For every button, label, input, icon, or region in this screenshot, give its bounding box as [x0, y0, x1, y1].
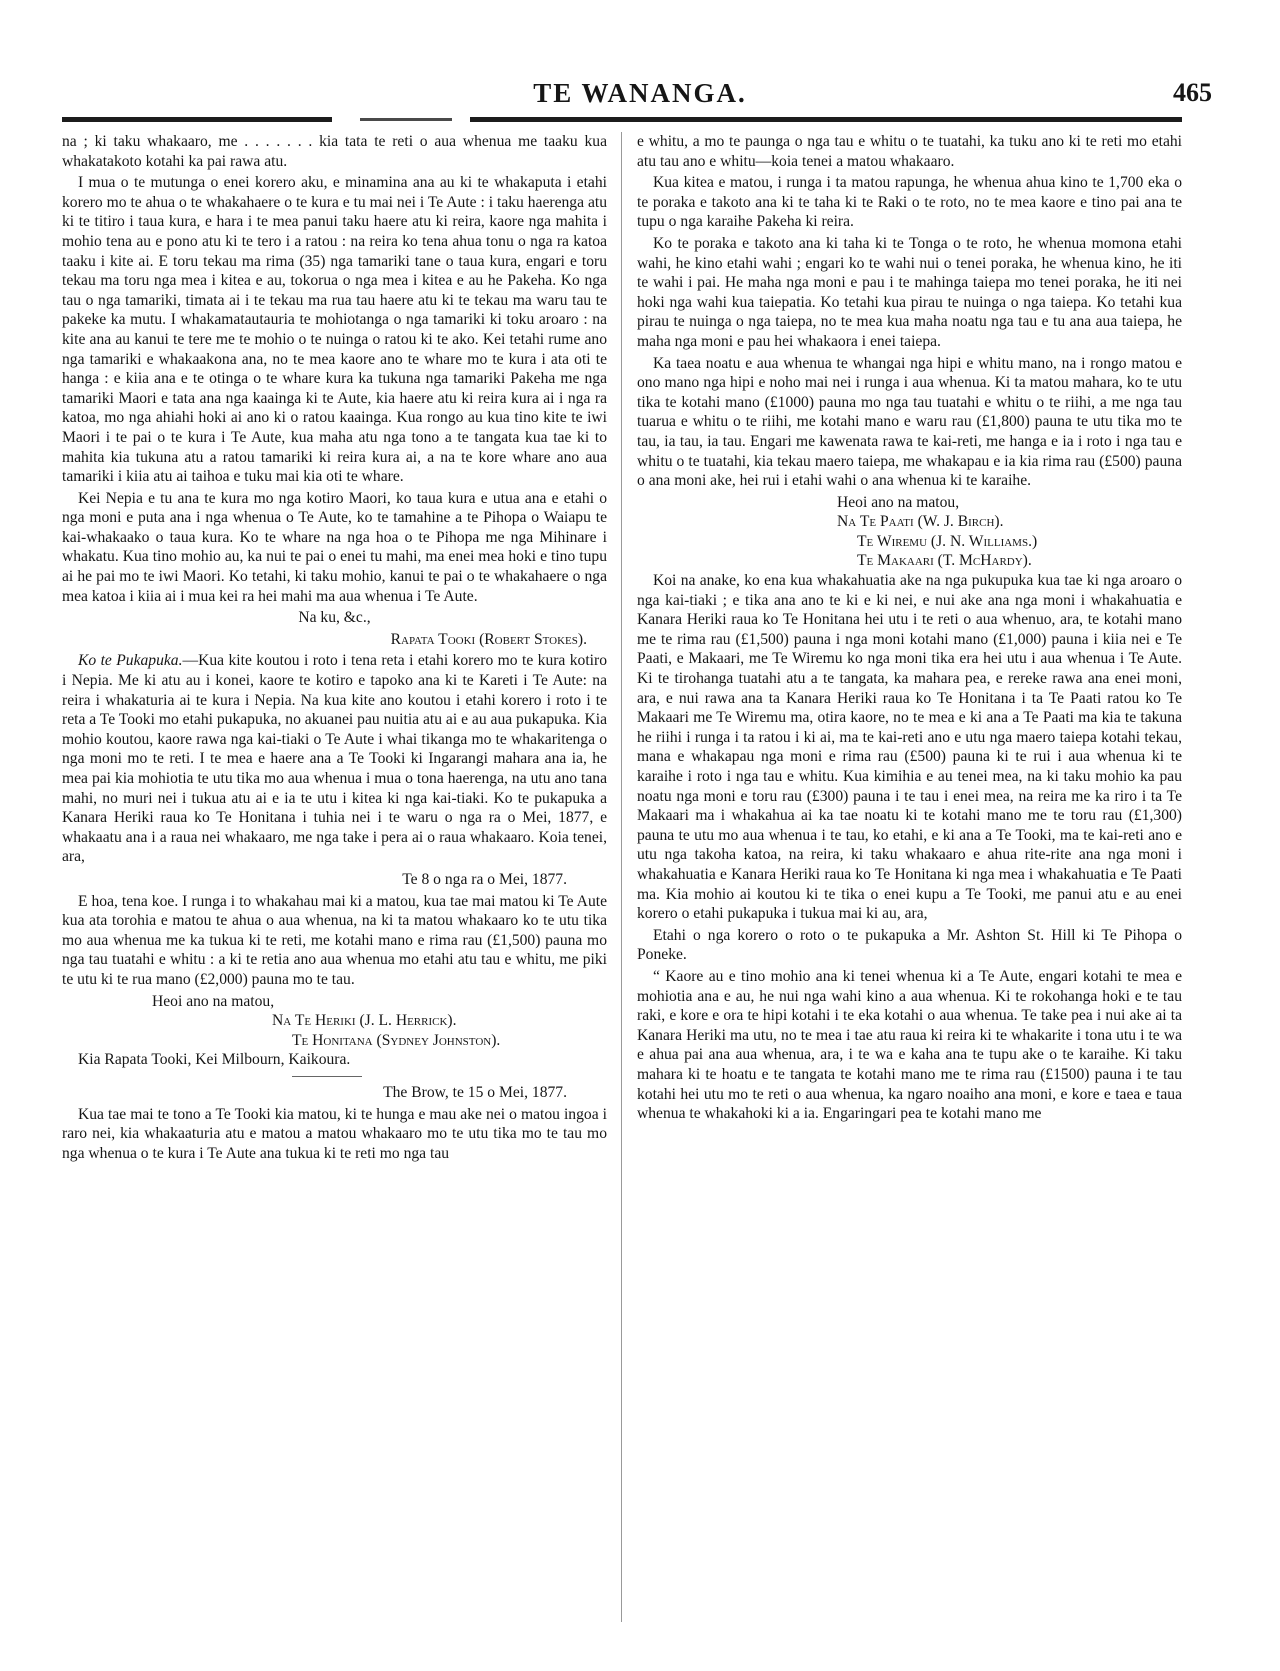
date-line: The Brow, te 15 o Mei, 1877. [383, 1083, 567, 1101]
paragraph: Ka taea noatu e aua whenua te whangai nga hipi e whitu mano, na i rongo matou e ono mano nga hipi e noho mai nei i runga i aua whenua. Ki ta matou mahara, ko te utu tika te kotahi mano (£1000) pauna mo nga tau tuatahi e whitu o te riihi, a me nga tau tuarua e whitu o te riihi, me kotahi mano e waru rau (£1,800) pauna te utu tika mo te tau, ia tau, ia tau. Engari me kawenata rawa te kai-reti, me hanga e ia i roto i nga tau e whitu o te tuatahi, kia tekau maero taiepa, me whakapau e ia kia rima rau (£500) pauna o ana moni ake, hei rui i etahi wahi o ana whenua ki te karaihe. [637, 354, 1182, 490]
closing: Heoi ano na matou, [837, 493, 960, 511]
section-divider [292, 1076, 362, 1077]
paragraph [62, 651, 607, 867]
paragraph: “ Kaore au e tino mohio ana ki tenei whenua ki a Te Aute, engari kotahi te mea e mohiotia ana e au, he nui nga wahi kino a aua whenua. Ki te rokohanga hoki e te tau raki, e kore e ora te hipi kotahi i te eka kotahi o aua whenua. Te take pea i nui ake ai ta Kanara Heriki ma utu, no te mea i tae atu raua ki reira ki te whakarite i tona utu i te wa e ahua pai ana aua whenua, ara, i te wa e kaha ana te tupu ake o te karaihe. Ki taku mahara ki te hoatu e te tangata te kotahi mano me te rima rau (£1500) pauna i te tau kotahi hei utu mo te reti o aua whenua, ka ngaro noaiho ana moni, e kore e taea e taua whenua te whakahoki ki a ia. Engaringari pea te kotahi mano me [637, 967, 1182, 1123]
columns [62, 132, 1182, 1652]
paragraph: e whitu, a mo te paunga o nga tau e whitu o te tuatahi, ka tuku ano ki te reti mo etahi atu tau ano e whitu—koia tenei a matou whakaaro. [637, 133, 1182, 170]
page-number: 465 [1173, 78, 1212, 107]
section-heading: Ko te Pukapuka. [78, 652, 183, 670]
masthead [60, 78, 1220, 118]
paragraph-text: —Kua kite koutou i roto i tena reta i etahi korero mo te kura kotiro i Nepia. Me ki atu au i konei, kaore te kotiro e tapoko ana ki te Kareti i Te Aute: na reira i whakaturia ai te kura i Nepia. Na kua kite ano koutou i etahi korero i roto i te reta a Te Tooki mo etahi pukapuka, no akuanei pau nuitia atu ai e au aua pukapuka. Kia mohio koutou, kaore rawa nga kai-tiaki o Te Aute i whai tikanga mo te whakaritenga o nga moni mo te reti. I te mea e haere ana a Te Tooki ki Ingarangi mahara ana ia, he mea pai kia mohiotia te utu tika mo aua whenua i mua o tona haerenga, na utu ano tana mahi, no muri nei i tukua atu ai e ia te utu i kitea ki nga kai-tiaki. Ko te pukapuka a Kanara Heriki raua ko Te Honitana i tuhia nei i te waru o nga ra o Mei, 1877, e whakaatu ana i a raua nei whakaaro, me nga take i pera ai o raua whakaaro. Koia tenei, ara, [62, 652, 607, 866]
paragraph: I mua o te mutunga o enei korero aku, e minamina ana au ki te whakaputa i etahi korero mo te ahua o te whakahaere o te kura e tu mai nei i Te Aute : i taku haerenga atu ki te titiro i taua kura, e hara i te mea panui taku haere atu ki reira, kaore nga mahita i mohio tena au e pono atu ki te tero i a ratou : na reira ko tena ahua tonu o nga ra katoa taaku i kite ai. E toru tekau ma rima (35) nga tamariki tane o taua kura, engari e toru tekau ma toru nga mea i kitea e au, tokorua o nga mea i kitea e au he Pakeha. Ko nga tau o nga tamariki, timata ai i te tekau ma rua tau haere atu ki te tekau ma waru tau te pakeke ka mutu. I whakamatautauria te mohiotanga o nga tamariki ki toku aroaro : na kite ana au kanui te tere me te mohio o te nuinga o ratou ki te ako. Kei tetahi rume ano nga tamariki e whakaakona ana, no te mea kaore ano te whare mo te kura i ata oti te hanga : e kiia ana e te otinga o te whare kura ka tukuna nga tamariki Pakeha me nga tamariki Maori e tata ana nga kaainga ki te Aute, kia haere atu ki reira kura ai i nga ra katoa, mo nga ahiahi hoki ai ano ki o ratou kaainga. Kua rongo au kua tino kite te iwi Maori i te pai o te kura i Te Aute, kua maha atu nga tono a te tangata kua tae ki to mahita kia tukuna atu a ratou tamariki ki reira kura ai, a na te kore whare ano aua tamariki i kiia atu ai taihoa e tuku mai kia oti te whare. [62, 174, 607, 486]
header-rule-left [62, 117, 332, 122]
paragraph: Kua kitea e matou, i runga i ta matou rapunga, he whenua ahua kino te 1,700 eka o te poraka e takoto ana ki te taha ki te Raki o te roto, no te mea kaore e tino pai ana te tupu o nga karaihe Pakeha ki reira. [637, 174, 1182, 231]
right-column [637, 132, 1182, 1652]
paragraph: Koi na anake, ko ena kua whakahuatia ake na nga pukupuka kua tae ki nga aroaro o nga kai-tiaki ; e tika ana ano te ki e ki nei, e nui ake ana nga moni i whakahuatia e Kanara Heriki raua ko Te Honitana hei utu i te reti o aua whenuo, ara, te kotahi mano me te rima rau (£1,500) pauna i nga moni kotahi mano (£1,000) pauna i kiia nei e Te Paati, e Makaari, me Te Wiremu ko nga moni tika era hei utu i aua whenua i Te Aute. Ki te tirohanga tuatahi atu a te tangata, ka mahara pea, e rereke rawa ana enei moni, ara, e nui rawa ana ta Kanara Heriki raua ko Te Honitana i ta Te Paati ratou ko Te Makaari me Te Wiremu ma, otira kaore, no te mea e ki ana a Te Paati ma kia te takuna he riihi i runga i ta ratou i ki ai, ma te kai-reti ano e utu nga maero taiepa kotahi tekau, mana e whakapau nga moni e rima rau (£500) pauna ki te rui i aua whenua ki te karaihe i roto i nga tau e whitu. Kua kimihia e au tenei mea, na ki taku mohio ka pau noatu nga moni e toru rau (£300) pauna i te tau i enei mea, na reira me ka riro i ta Te Makaari ma i whakahua ai ka tae noatu ki te kotahi mano me te toru rau (£1,300) pauna te utu mo aua whenua i te tau, ko etahi, e ki ana a Te Tooki, ma te kai-reti ano e utu nga takoha katoa, na reira, ki taku whakaaro e ahua rite-rite ana nga moni i whakahuatia e Kanara Heriki raua ko Te Honitana ki nga mea i whakahuatia e Te Paati ma. Kia mohio ai koutou ki te tika o enei kupu a Te Tooki, me panui atu e au enei korero o etahi pukapuka i tukua mai ki au, ara, [637, 572, 1182, 923]
page-title: TE WANANGA. [533, 78, 747, 108]
signature: Te Honitana (Sydney Johnston). [292, 1031, 501, 1049]
left-column [62, 132, 607, 1652]
date-line: Te 8 o nga ra o Mei, 1877. [402, 870, 567, 888]
signature: Na Te Heriki (J. L. Herrick). [272, 1012, 457, 1030]
signature: Te Makaari (T. McHardy). [857, 552, 1032, 570]
column-divider [621, 132, 622, 1622]
address-line: Kia Rapata Tooki, Kei Milbourn, Kaikoura. [78, 1051, 351, 1069]
header-rule-ornament [360, 118, 452, 121]
paragraph: Kua tae mai te tono a Te Tooki kia matou, ki te hunga e mau ake nei o matou ingoa i raro nei, kia whakaaturia atu e matou a matou whakaaro mo te utu tika mo te tau mo nga whenua o te kura i Te Aute ana tukua ki te reti mo nga tau [62, 1105, 607, 1162]
paragraph: Kei Nepia e tu ana te kura mo nga kotiro Maori, ko taua kura e utua ana e etahi o nga moni e puta ana i nga whenua o Te Aute, ko te tamahine a te Pihopa o Waiapu te kai-whakaako o taua kura. Ko te whare na nga hoa o te Pihopa me nga Mihinare i whakatu. Kua tino mohio au, ka nui te pai o enei tu mahi, ma enei mea hoki e tino tupu ai he pai mo te iwi Maori. Ko tetahi, ki taku mohio, kanui te pai o te whakahaere o nga mea katoa i kiia ai i mua kei ra hei mahi ma aua whenua i Te Aute. [62, 489, 607, 605]
paragraph: E hoa, tena koe. I runga i to whakahau mai ki a matou, kua tae mai matou ki Te Aute kua ata torohia e matou te ahua o aua whenua, na ki ta matou whakaaro ko te utu tika mo aua whenua me ka tukua ki te reti, me kotahi mano e rima rau (£1,500) pauna mo nga tau tuatahi e whitu : a ki te retia ano aua whenua mo etahi atu tau e whitu, me piki te utu ki te rua mano (£2,000) pauna mo te tau. [62, 892, 607, 988]
valediction: Na ku, &c., [298, 609, 371, 627]
paragraph: Etahi o nga korero o roto o te pukapuka a Mr. Ashton St. Hill ki Te Pihopa o Poneke. [637, 926, 1182, 964]
paragraph: Ko te poraka e takoto ana ki taha ki te Tonga o te roto, he whenua momona etahi wahi, he kino etahi wahi ; engari ko te wahi nui o tenei poraka, he whenua kino, he iti te wahi i pai. He maha nga moni e pau i te mahinga taiepa mo tenei poraka, he iti nei hoki nga wahi kua taiepatia. Ko tetahi kua pirau te nuinga o nga taiepa. Ko tetahi kua pirau te nuinga o nga taiepa, no te mea kua maha noatu nga tau e tu ana aua taiepa, he maha nga moni e pau hei whakaora i enei taiepa. [637, 234, 1182, 350]
paragraph: na ; ki taku whakaaro, me . . . . . . . kia tata te reti o aua whenua me taaku kua whakatakoto kotahi ka pai rawa atu. [62, 133, 607, 170]
signature: Na Te Paati (W. J. Birch). [837, 513, 1004, 531]
signature: Te Wiremu (J. N. Williams.) [857, 532, 1038, 550]
signature: Rapata Tooki (Robert Stokes). [390, 630, 587, 648]
header-rule-right [470, 117, 1182, 122]
closing: Heoi ano na matou, [152, 992, 275, 1010]
